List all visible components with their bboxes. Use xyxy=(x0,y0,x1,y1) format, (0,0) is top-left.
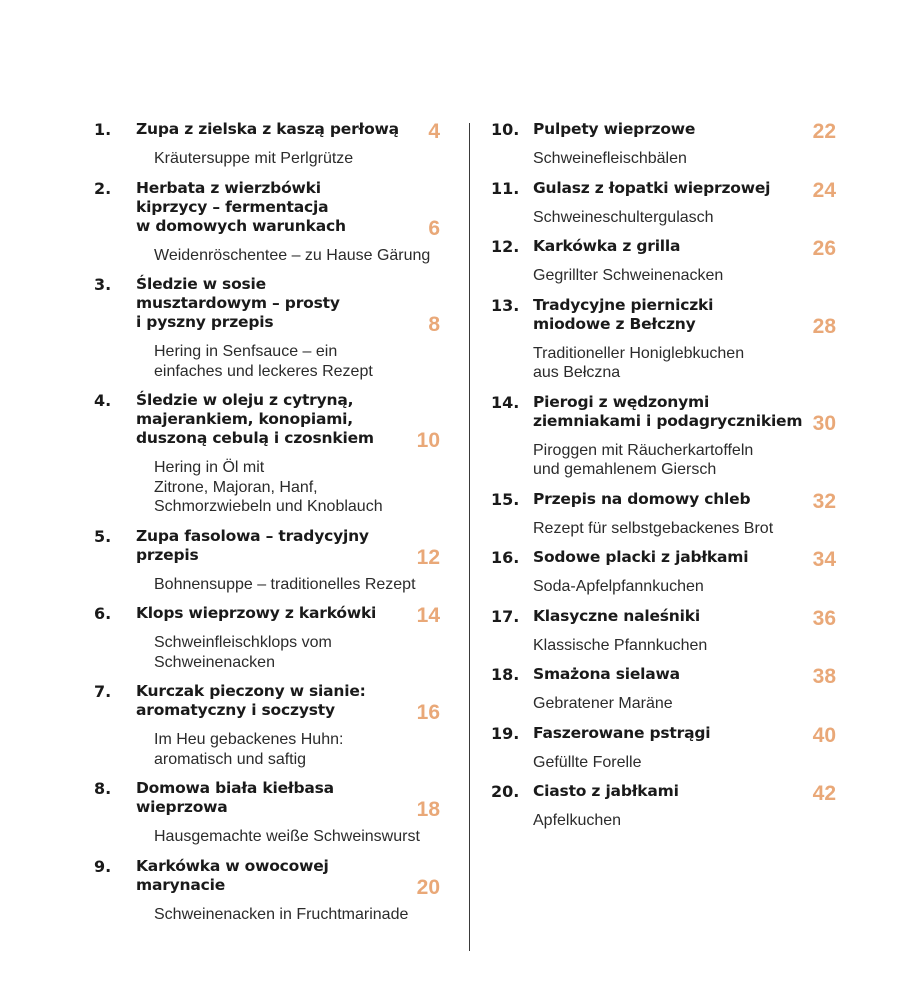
entry-title[interactable]: Karkówka w owocowej marynacie xyxy=(136,856,329,894)
toc-entry[interactable] xyxy=(491,490,836,539)
entry-number: 14. xyxy=(491,392,520,412)
entry-title[interactable]: Karkówka z grilla xyxy=(533,237,681,255)
toc-title-row xyxy=(491,782,836,805)
page-number[interactable]: 28 xyxy=(812,314,836,338)
entry-title[interactable]: Zupa z zielska z kaszą perłową xyxy=(136,120,399,138)
page-number[interactable]: 14 xyxy=(416,604,440,627)
toc-entry[interactable] xyxy=(491,237,836,286)
entry-subtitle: Schweinefleischbälen xyxy=(533,150,687,167)
toc-entry[interactable] xyxy=(94,120,440,169)
page-number[interactable]: 32 xyxy=(812,489,836,513)
entry-number: 7. xyxy=(94,682,112,701)
toc-title-row xyxy=(491,723,836,747)
entry-subtitle: Gebratener Maräne xyxy=(533,695,673,712)
page-number[interactable]: 34 xyxy=(812,548,836,571)
entry-title[interactable]: Ciasto z jabłkami xyxy=(533,782,679,800)
entry-number: 1. xyxy=(94,120,112,139)
toc-title-row xyxy=(94,178,440,240)
toc-column-right xyxy=(491,120,836,841)
entry-number: 17. xyxy=(491,606,520,626)
toc-column-left xyxy=(94,120,440,934)
entry-number: 5. xyxy=(94,526,112,546)
entry-title[interactable]: Sodowe placki z jabłkami xyxy=(533,548,749,566)
toc-entry[interactable] xyxy=(94,275,440,381)
toc-entry[interactable] xyxy=(94,857,440,925)
column-divider xyxy=(469,123,470,951)
page-number[interactable]: 6 xyxy=(428,216,440,240)
toc-entry[interactable] xyxy=(94,391,440,517)
toc-title-row xyxy=(94,856,440,899)
entry-subtitle: Weidenröschentee – zu Hause Gärung xyxy=(154,246,431,264)
entry-number: 4. xyxy=(94,391,112,410)
entry-subtitle: Schweineschultergulasch xyxy=(533,208,714,226)
entry-title[interactable]: Przepis na domowy chleb xyxy=(533,489,751,508)
entry-number: 11. xyxy=(491,178,520,198)
toc-title-row xyxy=(94,682,440,724)
entry-number: 3. xyxy=(94,275,112,294)
entry-subtitle: Hering in Öl mit Zitrone, Majoran, Hanf, Schmorzwiebeln und Knoblauch xyxy=(154,459,383,515)
entry-subtitle: Bohnensuppe – traditionelles Rezept xyxy=(154,575,416,593)
toc-entry[interactable] xyxy=(491,179,836,228)
entry-title[interactable]: Herbata z wierzbówki kiprzycy – fermentacja w domowych warunkach xyxy=(136,178,346,235)
page-number[interactable]: 18 xyxy=(416,798,440,821)
toc-title-row xyxy=(491,548,836,571)
entry-subtitle: Rezept für selbstgebackenes Brot xyxy=(533,519,774,537)
entry-number: 19. xyxy=(491,723,520,743)
toc-title-row xyxy=(94,526,440,569)
entry-subtitle: Schweinenacken in Fruchtmarinade xyxy=(154,905,409,923)
toc-title-row xyxy=(94,275,440,336)
toc-entry[interactable] xyxy=(94,604,440,672)
entry-title[interactable]: Pulpety wieprzowe xyxy=(533,120,696,138)
entry-subtitle: Gegrillter Schweinenacken xyxy=(533,267,724,284)
page-number[interactable]: 42 xyxy=(812,782,836,805)
entry-subtitle: Im Heu gebackenes Huhn: aromatisch und saftig xyxy=(154,731,344,768)
toc-entry[interactable] xyxy=(94,179,440,266)
entry-number: 2. xyxy=(94,178,112,198)
entry-title[interactable]: Klasyczne naleśniki xyxy=(533,606,700,625)
toc-entry[interactable] xyxy=(491,607,836,656)
entry-subtitle: Hausgemachte weiße Schweinswurst xyxy=(154,828,420,845)
entry-number: 16. xyxy=(491,548,520,567)
page-number[interactable]: 10 xyxy=(416,429,440,452)
toc-entry[interactable] xyxy=(491,665,836,714)
entry-number: 9. xyxy=(94,856,112,876)
entry-number: 20. xyxy=(491,782,520,801)
toc-title-row xyxy=(491,120,836,143)
entry-title[interactable]: Śledzie w sosie musztardowym – prosty i pyszny przepis xyxy=(136,275,340,331)
entry-subtitle: Klassische Pfannkuchen xyxy=(533,636,708,654)
entry-subtitle: Traditioneller Honiglebkuchen aus Bełczna xyxy=(533,344,745,381)
toc-title-row xyxy=(94,120,440,143)
page-number[interactable]: 26 xyxy=(812,237,836,260)
entry-number: 6. xyxy=(94,604,112,623)
entry-number: 12. xyxy=(491,237,520,256)
toc-title-row xyxy=(94,604,440,627)
entry-title[interactable]: Śledzie w oleju z cytryną, majerankiem, konopiami, duszoną cebulą i czosnkiem xyxy=(136,391,374,447)
page-number[interactable]: 8 xyxy=(428,313,440,336)
toc-entry[interactable] xyxy=(491,393,836,480)
entry-subtitle: Apfelkuchen xyxy=(533,812,622,829)
toc-entry[interactable] xyxy=(491,296,836,383)
toc-entry[interactable] xyxy=(491,782,836,831)
page-number[interactable]: 30 xyxy=(812,411,836,435)
toc-entry[interactable] xyxy=(491,724,836,773)
page-number[interactable]: 40 xyxy=(812,723,836,747)
entry-subtitle: Kräutersuppe mit Perlgrütze xyxy=(154,150,354,167)
toc-title-row xyxy=(491,295,836,338)
entry-title[interactable]: Kurczak pieczony w sianie: aromatyczny i soczysty xyxy=(136,682,366,719)
toc-entry[interactable] xyxy=(491,120,836,169)
page-number[interactable]: 12 xyxy=(416,545,440,569)
entry-title[interactable]: Klops wieprzowy z karkówki xyxy=(136,604,377,622)
entry-subtitle: Piroggen mit Räucherkartoffeln und gemahlenem Giersch xyxy=(533,441,754,478)
entry-title[interactable]: Pierogi z wędzonymi ziemniakami i podagrycznikiem xyxy=(533,392,803,430)
toc-title-row xyxy=(94,779,440,821)
entry-title[interactable]: Gulasz z łopatki wieprzowej xyxy=(533,178,771,197)
toc-entry[interactable] xyxy=(491,548,836,597)
page-number[interactable]: 24 xyxy=(812,178,836,202)
toc-entry[interactable] xyxy=(94,779,440,847)
entry-subtitle: Hering in Senfsauce – ein einfaches und leckeres Rezept xyxy=(154,343,373,380)
toc-title-row xyxy=(491,392,836,435)
entry-subtitle: Schweinfleischklops vom Schweinenacken xyxy=(154,634,332,671)
entry-title[interactable]: Domowa biała kiełbasa wieprzowa xyxy=(136,779,334,816)
toc-title-row xyxy=(94,391,440,452)
page-number[interactable]: 22 xyxy=(812,120,836,143)
toc-title-row xyxy=(491,237,836,260)
page-number[interactable]: 20 xyxy=(416,875,440,899)
entry-number: 13. xyxy=(491,295,520,315)
page-number[interactable]: 36 xyxy=(812,606,836,630)
page-number[interactable]: 16 xyxy=(416,701,440,724)
entry-title[interactable]: Tradycyjne pierniczki miodowe z Bełczny xyxy=(533,295,714,333)
page-number[interactable]: 38 xyxy=(812,665,836,688)
entry-number: 10. xyxy=(491,120,520,139)
toc-title-row xyxy=(491,178,836,202)
entry-subtitle: Soda-Apfelpfannkuchen xyxy=(533,578,704,595)
page-number[interactable]: 4 xyxy=(428,120,440,143)
toc-entry[interactable] xyxy=(94,682,440,769)
toc-title-row xyxy=(491,489,836,513)
entry-title[interactable]: Zupa fasolowa – tradycyjny przepis xyxy=(136,526,369,564)
entry-number: 8. xyxy=(94,779,112,798)
toc-title-row xyxy=(491,606,836,630)
entry-title[interactable]: Smażona sielawa xyxy=(533,665,680,683)
entry-subtitle: Gefüllte Forelle xyxy=(533,753,642,771)
toc-title-row xyxy=(491,665,836,688)
entry-number: 15. xyxy=(491,489,520,509)
entry-title[interactable]: Faszerowane pstrągi xyxy=(533,723,711,742)
entry-number: 18. xyxy=(491,665,520,684)
toc-entry[interactable] xyxy=(94,527,440,595)
